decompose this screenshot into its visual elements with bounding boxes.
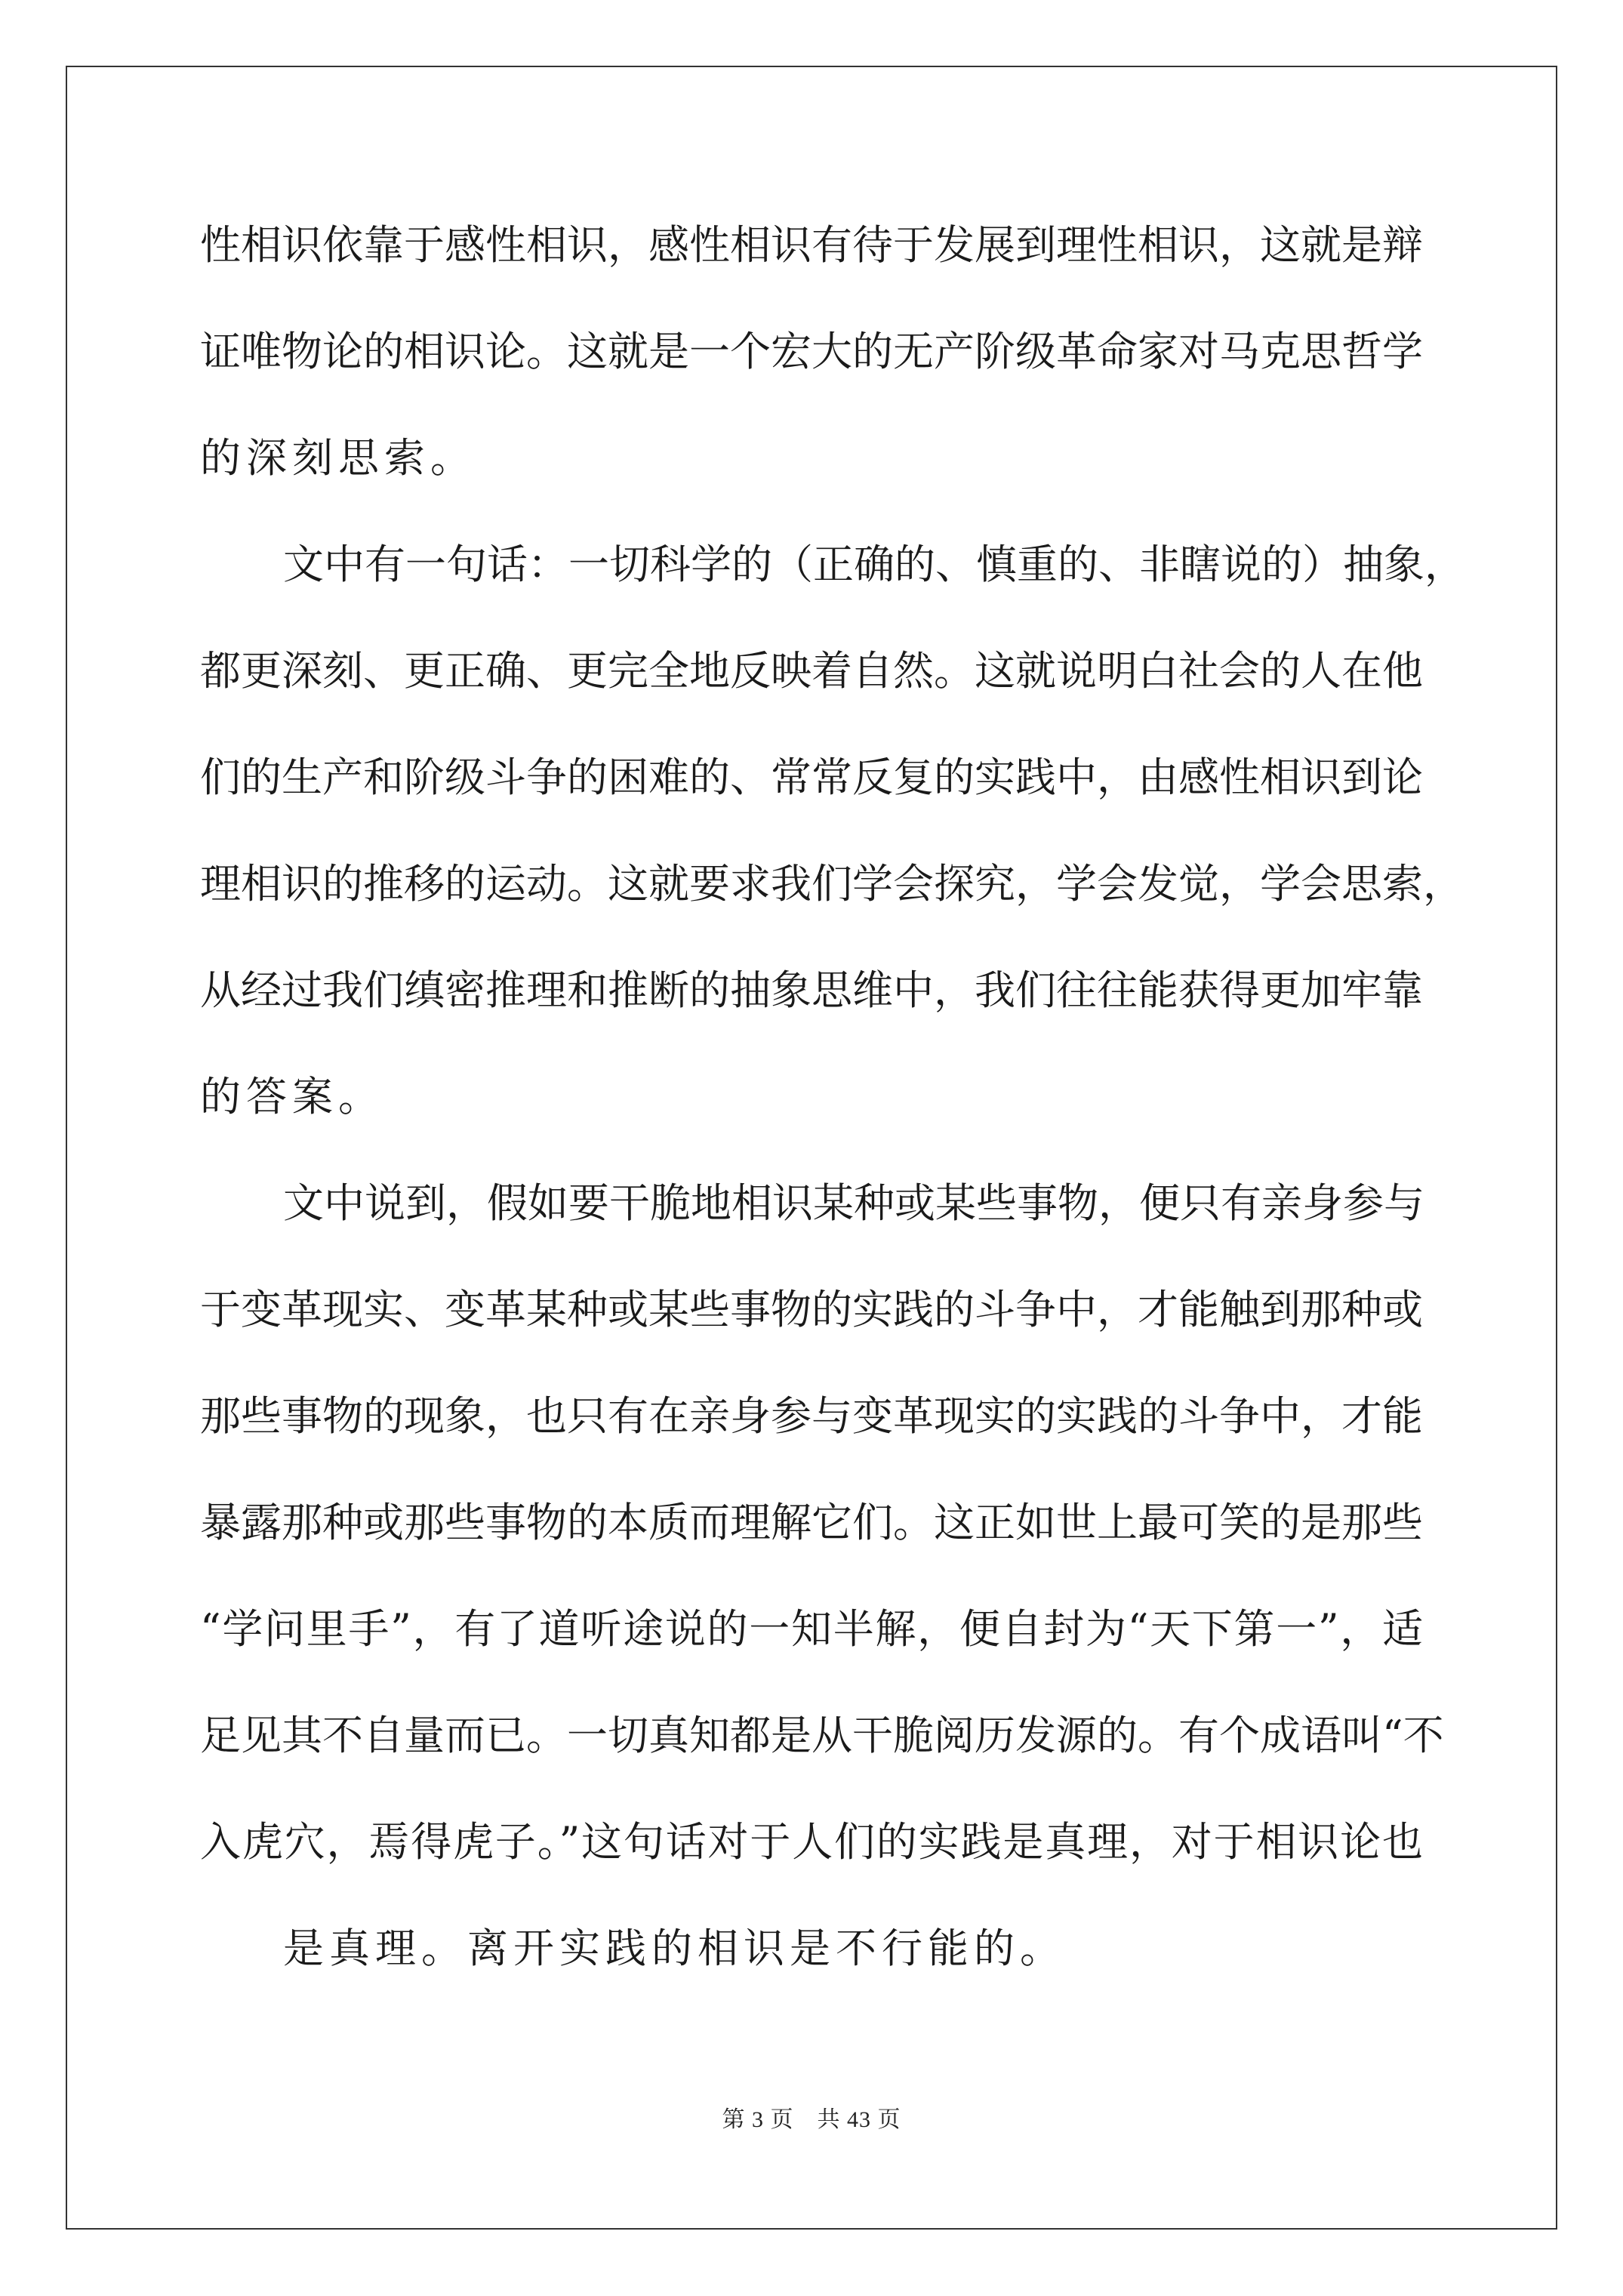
text-line: 的深刻思索。 [200, 434, 476, 482]
text-line: 从经过我们缜密推理和推断的抽象思维中，我们往往能获得更加牢靠 [200, 966, 1423, 1014]
text-line: 的答案。 [200, 1073, 384, 1120]
text-line: 都更深刻、更正确、更完全地反映着自然。这就说明白社会的人在他 [200, 647, 1423, 695]
text-line: 暴露那种或那些事物的本质而理解它们。这正如世上最可笑的是那些 [200, 1499, 1423, 1546]
text-line: 是真理。离开实践的相识是不行能的。 [283, 1925, 1066, 1972]
text-line: 文中有一句话：一切科学的（正确的、慎重的、非瞎说的）抽象， [283, 541, 1465, 588]
document-body [200, 219, 1465, 2029]
text-line: 性相识依靠于感性相识，感性相识有待于发展到理性相识，这就是辩 [200, 221, 1423, 269]
text-line: 于变革现实、变革某种或某些事物的实践的斗争中，才能触到那种或 [200, 1286, 1423, 1333]
page-number: 第 3 页 共 43 页 [722, 2107, 901, 2132]
text-line: 们的生产和阶级斗争的困难的、常常反复的实践中，由感性相识到论 [200, 754, 1423, 801]
text-line: 文中说到，假如要干脆地相识某种或某些事物，便只有亲身参与 [283, 1179, 1424, 1227]
text-line: 足见其不自量而已。一切真知都是从干脆阅历发源的。有个成语叫“不 [200, 1712, 1444, 1759]
text-line: 入虎穴，焉得虎子。”这句话对于人们的实践是真理，对于相识论也 [200, 1818, 1423, 1866]
text-line: 那些事物的现象，也只有在亲身参与变革现实的实践的斗争中，才能 [200, 1392, 1423, 1440]
text-line: 证唯物论的相识论。这就是一个宏大的无产阶级革命家对马克思哲学 [200, 328, 1423, 375]
text-line: “学问里手”，有了道听途说的一知半解，便自封为“天下第一”，适 [200, 1605, 1423, 1653]
text-line: 理相识的推移的运动。这就要求我们学会探究，学会发觉，学会思索， [200, 860, 1464, 908]
